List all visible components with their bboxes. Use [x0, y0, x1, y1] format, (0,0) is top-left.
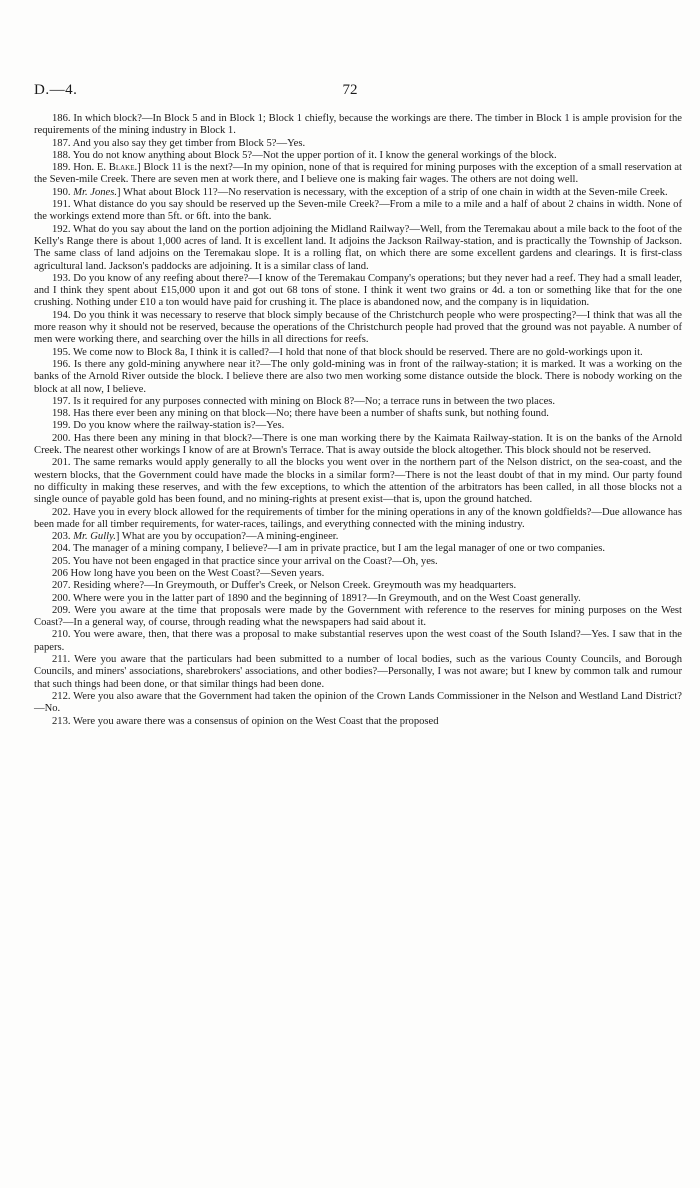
- question-answer-paragraph: [34, 556, 682, 568]
- question-answer-paragraph: [34, 187, 682, 199]
- paragraph-text: 213. Were you aware there was a consensus of opinion on the West Coast that the proposed: [52, 715, 439, 727]
- question-answer-paragraph: [34, 654, 682, 691]
- page-header: [34, 82, 666, 102]
- question-answer-paragraph: [34, 150, 682, 162]
- question-answer-paragraph: [34, 605, 682, 630]
- paragraph-text: 198. Has there ever been any mining on that block—No; there have been a number of shafts sunk, but nothing found.: [52, 408, 549, 420]
- question-answer-paragraph: [34, 396, 682, 408]
- paragraph-text: 209. Were you aware at the time that proposals were made by the Government with reference to the reserves for mining purposes on the West Coast?—In a general way, of course, through reading what the newspapers had said about it.: [34, 604, 682, 629]
- paragraph-text: 195. We come now to Block 8a, I think it is called?—I hold that none of that block should be reserved. There are no gold-workings upon it.: [52, 346, 643, 358]
- question-answer-paragraph: [34, 420, 682, 432]
- paragraph-text: 196. Is there any gold-mining anywhere near it?—The only gold-mining was in front of the railway-station; it is marked. It was a working on the banks of the Arnold River outside the block. I believe there are also two men working some distance outside the block. There is nobody working on the block at all now, I believe.: [34, 358, 682, 395]
- paragraph-text: 189. Hon. E.: [52, 162, 109, 174]
- paragraph-text: 203.: [52, 531, 74, 543]
- question-answer-paragraph: [34, 543, 682, 555]
- paragraph-text: 210. You were aware, then, that there was a proposal to make substantial reserves upon the west coast of the South Island?—Yes. I saw that in the papers.: [34, 629, 682, 653]
- paragraph-text: 204. The manager of a mining company, I believe?—I am in private practice, but I am the legal manager of one or two companies.: [52, 543, 606, 555]
- question-answer-paragraph: [34, 359, 682, 396]
- paragraph-text: 187. And you also say they get timber from Block 5?—Yes.: [52, 137, 306, 149]
- paragraph-text: 212. Were you also aware that the Government had taken the opinion of the Crown Lands Commissioner in the Nelson and Westland Land District?—No.: [34, 690, 682, 715]
- question-answer-paragraph: [34, 408, 682, 420]
- paragraph-text: 192. What do you say about the land on the portion adjoining the Midland Railway?—Well, from the Teremakau about a mile back to the foot of the Kelly's Range there is about 1,000 acres of land. It is excellent land. It adjoins the Jackson Railway-station, and is practically the Township of Jackson. The same class of land adjoins on the Teremakau slope. It is a rolling flat, on which there are some excellent gardens and clearings. It is first-class agricultural land. Jackson's paddocks are adjoining. It is a similar class of land.: [34, 223, 682, 272]
- question-answer-paragraph: [34, 273, 682, 310]
- paragraph-text: 201. The same remarks would apply generally to all the blocks you went over in the northern part of the Nelson district, on the sea-coast, and the western blocks, that the Government could have made the blocks in a similar form?—There is not the least doubt of that in my mind. Our party found no difficulty in making these reserves, and with the few exceptions, to which the attention of the arbitrators has been called, in all those blocks not a single ounce of payable gold has been found, and no mining-rights at present exist—that is, upon the ground hatched.: [34, 457, 682, 506]
- paragraph-text: 190.: [52, 186, 74, 198]
- question-answer-paragraph: [34, 113, 682, 138]
- speaker-name: Mr. Gully.: [73, 531, 116, 543]
- paragraph-text: 206 How long have you been on the West Coast?—Seven years.: [52, 567, 325, 579]
- speaker-name: Blake.: [108, 162, 138, 174]
- question-answer-paragraph: [34, 568, 682, 580]
- question-answer-paragraph: [34, 310, 682, 347]
- paragraph-text: 194. Do you think it was necessary to reserve that block simply because of the Christchurch people who were prospecting?—I think that was all the more reason why it should not be reserved, because the operations of the Christchurch people had proved that the ground was not payable. A number of men were working there, and searching over the hills in all directions for reefs.: [34, 309, 682, 346]
- paragraph-text: 205. You have not been engaged in that practice since your arrival on the Coast?—Oh, yes.: [52, 555, 438, 567]
- question-answer-paragraph: [34, 593, 682, 605]
- paragraph-text: 207. Residing where?—In Greymouth, or Duffer's Creek, or Nelson Creek. Greymouth was my headquarters.: [52, 580, 517, 592]
- paragraph-text: 188. You do not know anything about Block 5?—Not the upper portion of it. I know the general workings of the block.: [52, 149, 557, 161]
- page-number: 72: [342, 82, 358, 98]
- question-answer-paragraph: [34, 716, 682, 728]
- question-answer-paragraph: [34, 629, 682, 654]
- document-reference: D.—4.: [34, 82, 78, 98]
- paragraph-text-continued: ] What are you by occupation?—A mining-engineer.: [115, 531, 339, 543]
- question-answer-paragraph: [34, 162, 682, 187]
- paragraph-text: 202. Have you in every block allowed for the requirements of timber for the mining operations in any of the known goldfields?—Due allowance has been made for all timber requirements, for water-races, tailings, and everything connected with the mining industry.: [34, 506, 682, 530]
- paragraph-text: 193. Do you know of any reefing about there?—I know of the Teremakau Company's operations; but they never had a reef. They had a small leader, and I think they spent about £15,000 upon it and got out 68 tons of stone. I think it went two grains or 4d. a ton or something like that for the one crushing. Nothing under £10 a ton would have paid for crushing it. The place is abandoned now, and the company is in liquidation.: [34, 272, 682, 309]
- question-answer-paragraph: [34, 457, 682, 506]
- question-answer-paragraph: [34, 433, 682, 458]
- paragraph-text: 191. What distance do you say should be reserved up the Seven-mile Creek?—From a mile to a mile and a half of about 2 chains in width. None of the workings extend more than 5ft. or 6ft. into the bank.: [34, 199, 682, 223]
- paragraph-text: 200. Has there been any mining in that block?—There is one man working there by the Kaimata Railway-station. It is on the banks of the Arnold Creek. The nearest other workings I know of are at Brown's Terrace. That is away outside the block altogether. This block should not be reserved.: [34, 432, 682, 457]
- transcript-body: [34, 113, 682, 728]
- question-answer-paragraph: [34, 580, 682, 592]
- speaker-name: Mr. Jones.: [73, 186, 118, 198]
- question-answer-paragraph: [34, 691, 682, 716]
- paragraph-text: 199. Do you know where the railway-station is?—Yes.: [52, 420, 285, 432]
- paragraph-text: 211. Were you aware that the particulars had been submitted to a number of local bodies, such as the various County Councils, and Borough Councils, and miners' associations, sharebrokers' associations, and other bodies?—Personally, I was not aware; but I knew by common talk and rumour that such things had been done, or that similar things had been done.: [34, 654, 682, 690]
- paragraph-text: 186. In which block?—In Block 5 and in Block 1; Block 1 chiefly, because the workings are there. The timber in Block 1 is ample provision for the requirements of the mining industry in Block 1.: [34, 113, 682, 137]
- paragraph-text: 200. Where were you in the latter part of 1890 and the beginning of 1891?—In Greymouth, and on the West Coast generally.: [52, 592, 581, 604]
- question-answer-paragraph: [34, 347, 682, 359]
- paragraph-text-continued: ] Block 11 is the next?—In my opinion, none of that is required for mining purposes with the exception of a small reservation at the Seven-mile Creek. There are seven men at work there, and I believe one is making fair wages. The others are not doing well.: [34, 162, 682, 186]
- paragraph-text-continued: ] What about Block 11?—No reservation is necessary, with the exception of a strip of one chain in width at the Seven-mile Creek.: [117, 186, 668, 198]
- question-answer-paragraph: [34, 138, 682, 150]
- question-answer-paragraph: [34, 224, 682, 273]
- question-answer-paragraph: [34, 507, 682, 532]
- paragraph-text: 197. Is it required for any purposes connected with mining on Block 8?—No; a terrace runs in between the two places.: [52, 395, 556, 407]
- question-answer-paragraph: [34, 531, 682, 543]
- question-answer-paragraph: [34, 199, 682, 224]
